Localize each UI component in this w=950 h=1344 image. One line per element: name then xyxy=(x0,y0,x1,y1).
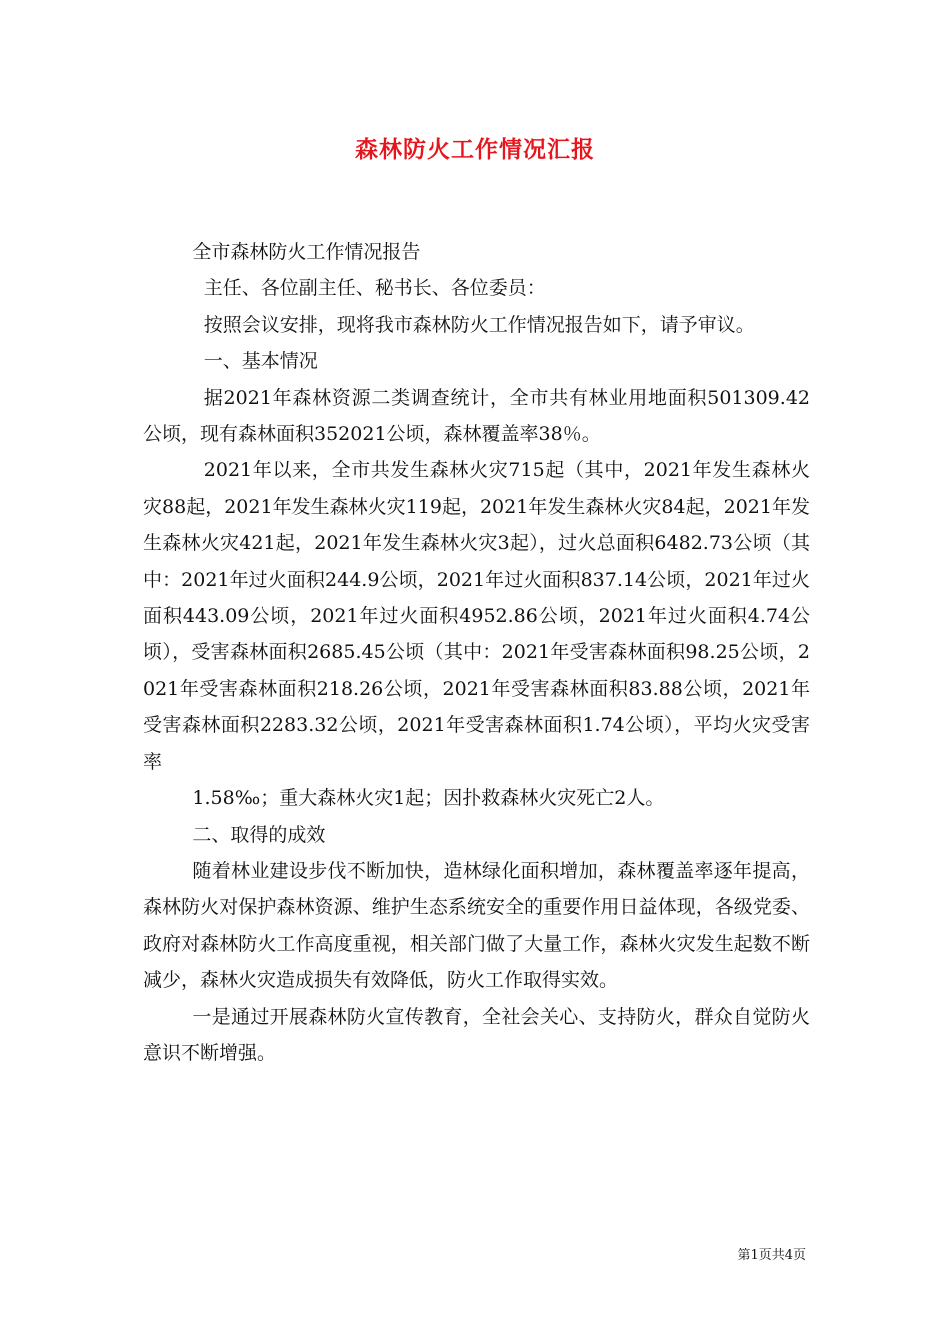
fire-rate-paragraph: 1.58‰；重大森林火灾1起；因扑救森林火灾死亡2人。 xyxy=(192,787,665,810)
section-heading-achievements: 二、取得的成效 xyxy=(192,823,326,846)
achievements-paragraph: 随着林业建设步伐不断加快，造林绿化面积增加，森林覆盖率逐年提高，森林防火对保护森林资源、维护生态系统安全的重要作用日益体现，各级党委、政府对森林防火工作高度重视，相关部门做了大量工作，森林火灾发生起数不断减少，森林火灾造成损失有效降低，防火工作取得实效。 xyxy=(143,859,810,992)
intro-paragraph: 按照会议安排，现将我市森林防火工作情况报告如下，请予审议。 xyxy=(203,313,755,336)
salutation: 主任、各位副主任、秘书长、各位委员： xyxy=(203,277,546,300)
document-title: 森林防火工作情况汇报 xyxy=(355,136,595,163)
document-body xyxy=(143,234,810,1071)
section-heading-basic: 一、基本情况 xyxy=(203,350,318,373)
fire-statistics-paragraph: 2021年以来，全市共发生森林火灾715起（其中，2021年发生森林火灾88起，2021年发生森林火灾119起，2021年发生森林火灾84起，2021年发生森林火灾421起，2021年发生森林火灾3起），过火总面积6482.73公顷（其中：2021年过火面积244.9公顷，2021年过火面积837.14公顷，2021年过火面积443.09公顷，2021年过火面积4952.86公顷，2021年过火面积4.74公顷），受害森林面积2685.45公顷（其中：2021年受害森林面积98.25公顷，2021年受害森林面积218.26公顷，2021年受害森林面积83.88公顷，2021年受害森林面积2283.32公顷，2021年受害森林面积1.74公顷），平均火灾受害率 xyxy=(143,459,810,773)
forest-resource-paragraph: 据2021年森林资源二类调查统计，全市共有林业用地面积501309.42公顷，现有森林面积352021公顷，森林覆盖率38％。 xyxy=(143,386,810,446)
report-heading: 全市森林防火工作情况报告 xyxy=(192,241,421,263)
page-number: 第1页共4页 xyxy=(737,1248,806,1263)
publicity-paragraph: 一是通过开展森林防火宣传教育，全社会关心、支持防火，群众自觉防火意识不断增强。 xyxy=(143,1005,810,1064)
